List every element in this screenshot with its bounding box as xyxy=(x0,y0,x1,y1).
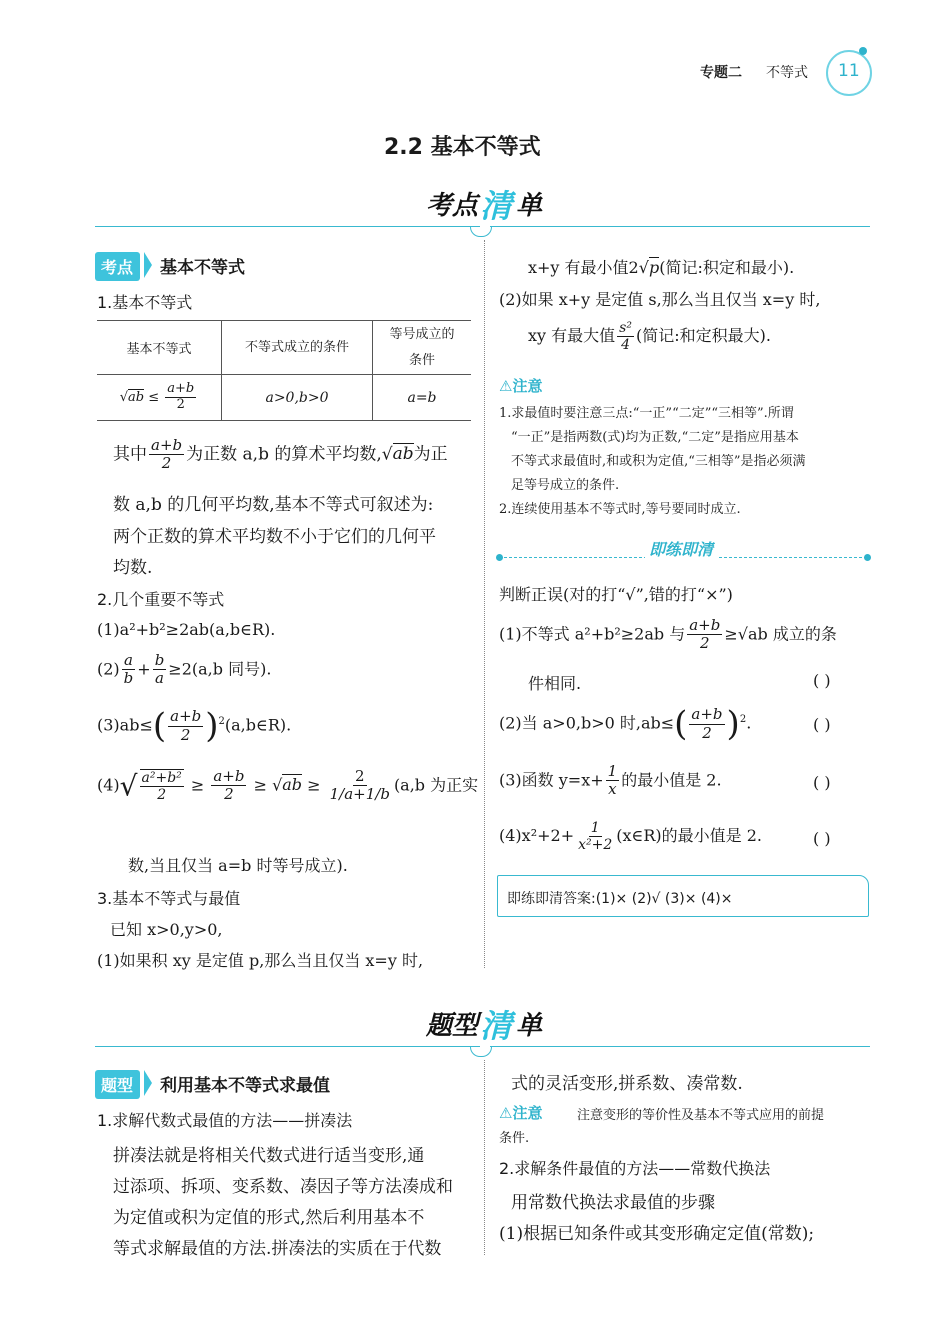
kp-heading-3: 3.基本不等式与最值 xyxy=(97,889,241,908)
answer-bracket-3[interactable]: ( ) xyxy=(813,773,831,792)
kp-item-4: (4)√ $\frac{\text{a²+b²}}{2}$ ≥ $\frac{a+b}{2}$ ≥ √ab ≥ $\frac{2}{1/a+1/b}$ (a,b 为正实 xyxy=(97,767,479,804)
kp-item-4-cont: 数,当且仅当 a=b 时等号成立). xyxy=(128,856,348,875)
kp-case-2: (2)如果 x+y 是定值 s,那么当且仅当 x=y 时, xyxy=(499,290,821,309)
practice-q4: (4)x²+2+ $\frac{1}{\text{x²+2}}$ (x∈R)的最小值是 2. xyxy=(499,820,763,854)
practice-intro: 判断正误(对的打“√”,错的打“×”) xyxy=(499,585,733,604)
kaodian-title: 基本不等式 xyxy=(160,258,245,278)
table-header-inequality: 基本不等式 xyxy=(97,321,222,375)
tx-line-1: 拼凑法就是将相关代数式进行适当变形,通 xyxy=(113,1146,425,1166)
kp-item-2: (2) $\frac{a}{b}$ + $\frac{b}{a}$ ≥2(a,b 同号). xyxy=(97,651,272,688)
kp-para-line1: 其中 $\frac{a+b}{2}$ 为正数 a,b 的算术平均数,√ab为正 xyxy=(113,436,448,473)
practice-q1: (1)不等式 a²+b²≥2ab 与 $\frac{a+b}{2}$ ≥√ab 成立的条 xyxy=(499,616,837,653)
section-title: 2.2 基本不等式 xyxy=(384,135,541,160)
practice-title: 即练即清 xyxy=(645,537,717,560)
banner1-part-c: 单 xyxy=(516,191,543,221)
table-cell-condition: a>0,b>0 xyxy=(222,375,373,421)
kp-heading-2: 2.几个重要不等式 xyxy=(97,590,225,609)
tx-note-heading: ⚠注意 xyxy=(499,1104,543,1122)
kp-case-2-result: xy 有最大值 $\frac{\text{s²}}{4}$ (简记:和定积最大). xyxy=(528,320,771,354)
tx-line-3: 为定值或积为定值的形式,然后利用基本不 xyxy=(113,1208,425,1228)
tx-line-2: 过添项、拆项、变系数、凑因子等方法凑成和 xyxy=(113,1177,453,1197)
table-cell-equality: a=b xyxy=(373,375,472,421)
kp-given: 已知 x>0,y>0, xyxy=(110,920,223,939)
practice-dot-right-icon xyxy=(864,554,871,561)
tx-line-4: 等式求解最值的方法.拼凑法的实质在于代数 xyxy=(113,1239,442,1259)
tixing-tag: 题型 xyxy=(95,1070,140,1099)
tag-arrow-icon xyxy=(144,252,152,278)
table-header-condition: 不等式成立的条件 xyxy=(222,321,373,375)
banner1-part-b: 清 xyxy=(480,187,513,225)
banner2-part-b: 清 xyxy=(480,1007,513,1045)
answer-bracket-1[interactable]: ( ) xyxy=(813,671,831,690)
banner1-notch xyxy=(470,226,492,237)
table-header-equality: 等号成立的条件 xyxy=(373,321,472,375)
column-divider-2 xyxy=(484,1060,485,1255)
tixing-title: 利用基本不等式求最值 xyxy=(160,1076,330,1096)
banner1-line-right xyxy=(490,226,870,227)
practice-dot-left-icon xyxy=(496,554,503,561)
banner2-line-right xyxy=(490,1046,870,1047)
note-line: 2.连续使用基本不等式时,等号要同时成立. xyxy=(499,502,741,517)
tx-note-line-2: 条件. xyxy=(499,1131,530,1146)
tx-right-line-2: 用常数代换法求最值的步骤 xyxy=(511,1193,715,1213)
warning-icon: ⚠ xyxy=(499,377,513,395)
tx-heading-1: 1.求解代数式最值的方法——拼凑法 xyxy=(97,1111,353,1130)
tx-right-line-1: 式的灵活变形,拼系数、凑常数. xyxy=(511,1074,743,1094)
note-line: 足等号成立的条件. xyxy=(511,478,620,493)
tx-right-line-3: (1)根据已知条件或其变形确定定值(常数); xyxy=(499,1224,815,1244)
banner2-line-left xyxy=(95,1046,480,1047)
kp-case-1: (1)如果积 xy 是定值 p,那么当且仅当 x=y 时, xyxy=(97,951,424,970)
tx-note-line-1: 注意变形的等价性及基本不等式应用的前提 xyxy=(577,1108,825,1123)
kp-para-line3: 两个正数的算术平均数不小于它们的几何平 xyxy=(113,527,436,547)
answer-bracket-4[interactable]: ( ) xyxy=(813,829,831,848)
warning-icon: ⚠ xyxy=(499,1104,513,1122)
kp-case-1-result: x+y 有最小值2√p(简记:积定和最小). xyxy=(528,258,795,277)
note-heading: ⚠注意 xyxy=(499,377,543,395)
practice-q2: (2)当 a>0,b>0 时,ab≤( $\frac{a+b}{2}$ )$^2$. xyxy=(499,704,752,744)
kaodian-tag: 考点 xyxy=(95,252,140,281)
banner2-notch xyxy=(470,1046,492,1057)
practice-q1-cont: 件相同. xyxy=(528,674,582,693)
note-body xyxy=(499,402,806,522)
kp-item-1: (1)a²+b²≥2ab(a,b∈R). xyxy=(97,620,276,639)
note-line: 1.求最值时要注意三点:“一正”“二定”“三相等”.所谓 xyxy=(499,406,794,421)
header-topic: 不等式 xyxy=(766,65,808,81)
page-number-dot-icon xyxy=(859,47,867,55)
tag-arrow-icon xyxy=(144,1070,152,1096)
header-chapter: 专题二 xyxy=(700,65,742,81)
banner1-part-a: 考点 xyxy=(426,191,479,221)
kp-item-3: (3)ab≤( $\frac{a+b}{2}$ )$^2$(a,b∈R). xyxy=(97,706,292,746)
practice-q3: (3)函数 y=x+ $\frac{1}{x}$ 的最小值是 2. xyxy=(499,762,722,799)
kp-para-line2: 数 a,b 的几何平均数,基本不等式可叙述为: xyxy=(113,495,434,515)
note-line: “一正”是指两数(式)均为正数,“二定”是指应用基本 xyxy=(511,430,799,445)
tx-heading-2: 2.求解条件最值的方法——常数代换法 xyxy=(499,1159,771,1178)
banner2-part-a: 题型 xyxy=(426,1011,479,1041)
kp-para-line4: 均数. xyxy=(113,558,153,578)
basic-inequality-table xyxy=(97,320,471,421)
page-number: 11 xyxy=(838,61,860,81)
answer-bracket-2[interactable]: ( ) xyxy=(813,715,831,734)
kp-heading-1: 1.基本不等式 xyxy=(97,293,193,312)
note-line: 不等式求最值时,和或积为定值,“三相等”是指必须满 xyxy=(511,454,806,469)
practice-answer: 即练即清答案:(1)× (2)√ (3)× (4)× xyxy=(507,891,733,907)
banner1-line-left xyxy=(95,226,480,227)
table-cell-inequality: √ab ≤ $\frac{a+b}{2}$ xyxy=(97,375,222,421)
column-divider xyxy=(484,240,485,968)
banner2-part-c: 单 xyxy=(516,1011,543,1041)
